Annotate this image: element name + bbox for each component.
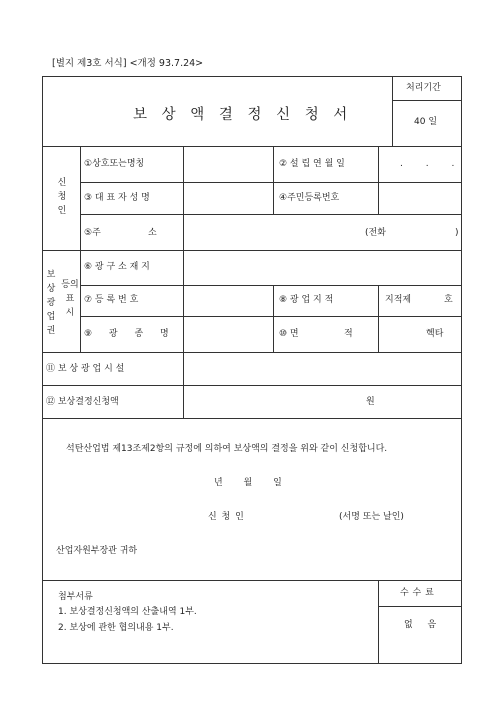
address-label: ⑤주: [84, 228, 101, 238]
attachment-item: 1. 보상결정신청액의 산출내역 1부.: [58, 607, 197, 617]
establishment-date-field[interactable]: . . .: [400, 159, 465, 169]
requested-amount-label: ⑫ 보상결정신청액: [46, 397, 119, 407]
company-name-field[interactable]: [184, 147, 272, 181]
mine-location-field[interactable]: [184, 251, 460, 284]
frame-top-border: [42, 76, 462, 77]
registration-number-label: ⑦ 등 록 번 호: [84, 295, 139, 305]
mineral-type-label: ⑨ 광 종 명: [84, 329, 169, 339]
addressee: 산업자원부장관 귀하: [56, 546, 138, 556]
attachments-title: 첨부서류: [58, 592, 93, 602]
mining-facility-label: ⑪ 보 상 광 업 시 설: [46, 364, 125, 374]
registration-number-field[interactable]: [184, 286, 272, 315]
company-name-label: ①상호또는명칭: [84, 159, 145, 169]
applicant-group-label: 신 청 인: [57, 178, 67, 216]
address-field[interactable]: [184, 215, 364, 249]
address-label-suffix: 소: [148, 228, 157, 238]
requested-amount-field[interactable]: [184, 386, 364, 417]
application-date-line[interactable]: 년 월 일: [214, 478, 282, 488]
form-header-note: [별지 제3호 서식] <개정 93.7.24>: [52, 58, 204, 69]
representative-name-label: ③ 대 표 자 성 명: [84, 193, 150, 203]
area-size-label: ⑩ 면: [279, 329, 299, 339]
mining-area-label: ⑧ 광 업 지 적: [279, 295, 334, 305]
fee-value: 없 음: [404, 620, 437, 630]
mine-location-label: ⑥ 광 구 소 재 지: [84, 262, 150, 272]
mineral-type-field[interactable]: [184, 317, 272, 351]
mining-right-group-label: 보 상 광 업 권: [46, 270, 56, 336]
signature-note: (서명 또는 날인): [339, 512, 404, 522]
mining-facility-field[interactable]: [184, 353, 460, 384]
area-number-field[interactable]: 지적제 호: [385, 295, 453, 305]
resident-number-label: ④주민등록번호: [279, 193, 340, 203]
area-size-unit: 헥타: [426, 329, 444, 339]
fee-label: 수 수 료: [400, 588, 434, 598]
frame-left-border: [42, 76, 43, 664]
phone-label: (전화: [365, 228, 386, 238]
phone-close-paren: ): [455, 228, 459, 238]
attachment-item: 2. 보상에 관한 협의내용 1부.: [58, 623, 174, 633]
processing-period-label: 처리기간: [406, 83, 441, 93]
mining-right-group-label-2: 등의 표 시: [61, 280, 79, 318]
processing-period-value: 40 일: [414, 117, 438, 127]
representative-name-field[interactable]: [184, 183, 272, 213]
establishment-date-label: ② 설 립 연 월 일: [279, 159, 345, 169]
frame-bottom-border: [42, 663, 462, 664]
signer-label: 신 청 인: [208, 512, 244, 522]
form-title: 보 상 액 결 정 신 청 서: [133, 107, 353, 123]
area-size-label-suffix: 적: [344, 329, 353, 339]
resident-number-field[interactable]: [379, 183, 460, 213]
application-statement: 석탄산업법 제13조제2항의 규정에 의하여 보상액의 결정을 위와 같이 신청합니다.: [66, 444, 388, 454]
requested-amount-unit: 원: [366, 397, 375, 407]
